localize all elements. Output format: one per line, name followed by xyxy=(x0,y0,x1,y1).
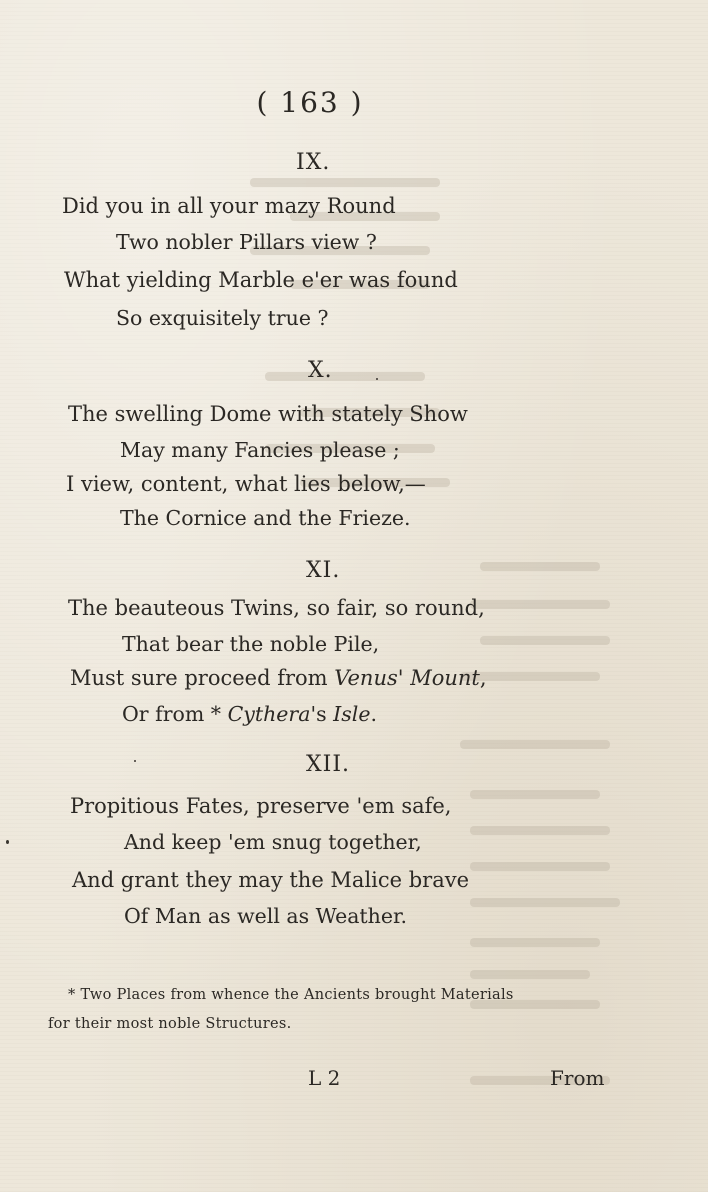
verse-line: The beauteous Twins, so fair, so round, xyxy=(68,596,485,620)
verse-line: I view, content, what lies below,— xyxy=(66,472,426,496)
paper-speck xyxy=(376,378,378,380)
verse-line xyxy=(70,666,487,690)
verse-line: Of Man as well as Weather. xyxy=(124,904,408,928)
footnote-line: * Two Places from whence the Ancients brought Materials xyxy=(68,987,514,1003)
verse-line: So exquisitely true ? xyxy=(116,306,329,330)
verse-line: The Cornice and the Frieze. xyxy=(120,506,411,530)
stanza-numeral: XI. xyxy=(306,558,341,583)
verse-line: That bear the noble Pile, xyxy=(122,632,380,656)
verse-text: 's xyxy=(310,702,334,726)
verse-text: , xyxy=(479,666,487,690)
catchword: From xyxy=(550,1066,605,1090)
stanza-numeral: IX. xyxy=(296,150,331,175)
verse-line: What yielding Marble e'er was found xyxy=(64,268,458,292)
paper-speck xyxy=(134,760,136,762)
stanza-numeral: XII. xyxy=(306,752,351,777)
italic-place-name: Isle xyxy=(333,702,371,726)
verse-line: Did you in all your mazy Round xyxy=(62,194,396,218)
verse-line: May many Fancies please ; xyxy=(120,438,400,462)
verse-line xyxy=(122,702,377,726)
verse-text: Or from * xyxy=(122,702,228,726)
verse-line: Two nobler Pillars view ? xyxy=(116,230,377,254)
verse-line: And keep 'em snug together, xyxy=(124,830,422,854)
stanza-numeral: X. xyxy=(308,358,333,383)
verse-line: Propitious Fates, preserve 'em safe, xyxy=(70,794,452,818)
paper-speck xyxy=(6,840,9,844)
verse-text: . xyxy=(370,702,377,726)
italic-place-name: Cythera xyxy=(227,702,311,726)
signature-mark: L 2 xyxy=(308,1066,341,1090)
footnote-line: for their most noble Structures. xyxy=(48,1016,292,1032)
italic-place-name: Venus' Mount xyxy=(334,666,480,690)
verse-line: And grant they may the Malice brave xyxy=(72,868,470,892)
verse-text: Must sure proceed from xyxy=(70,666,335,690)
page-number: ( 163 ) xyxy=(256,86,364,119)
verse-line: The swelling Dome with stately Show xyxy=(68,402,468,426)
